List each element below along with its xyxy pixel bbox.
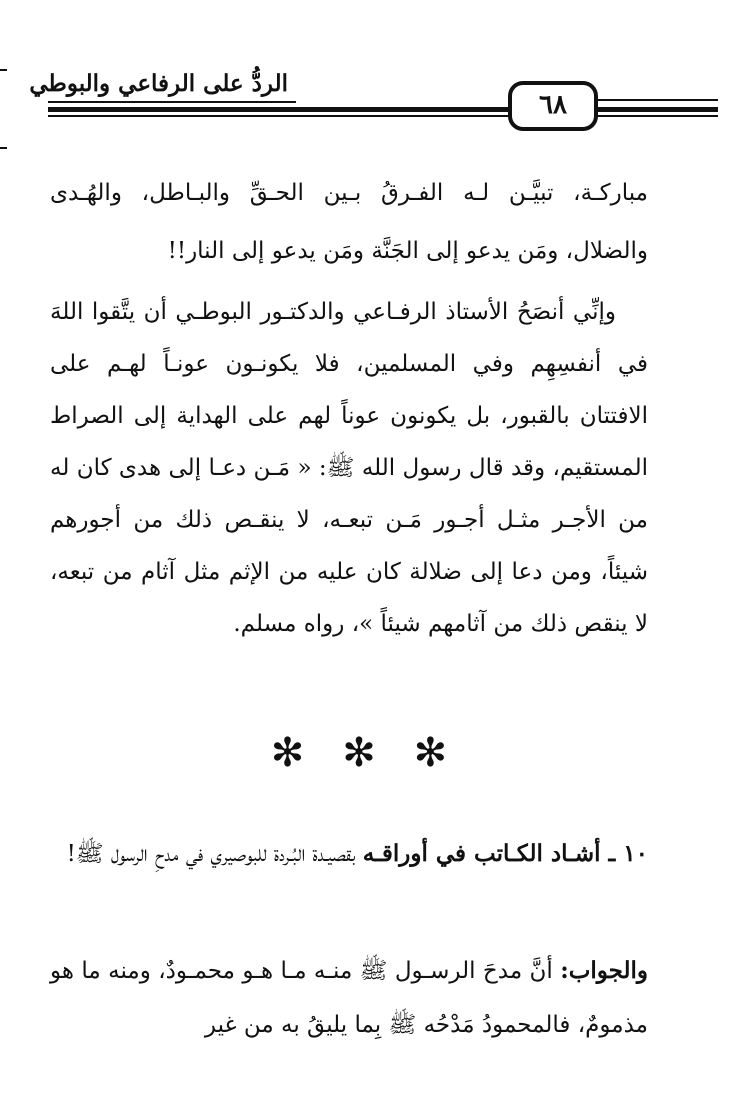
paragraph-2-text: وإنِّي أنصَحُ الأستاذ الرفـاعي والدكتـور البوطـي أن يتَّقوا اللهَ في أنفسِهِم وفي المسلمين، فلا يكونـون عونـاً لهـم على الافتتان بالقبور، بل يكونون عوناً لهم على الهداية إلى الصراط المستقيم، وقد قال رسول الله ﷺ: « مَـن دعـا إلى هدى كان له من الأجـر مثـل أجـور مَـن تبعـه، لا ينقـص ذلك من أجورهم شيئاً، ومن دعا إلى ضلالة كان عليه من الإثم مثل آثام من تبعه، لا ينقص ذلك من آثامهم شيئاً »، رواه مسلم. [50, 299, 648, 637]
margin-tick-top [0, 69, 7, 71]
header-thin-rule [48, 101, 296, 103]
section-separator: ✻ ✻ ✻ [270, 730, 460, 776]
paragraph-1: مباركـة، تبيَّـن لـه الفـرقُ بـين الحـقِّ والبـاطل، والهُـدى والضلال، ومَن يدعو إلى الجَنَّة ومَن يدعو إلى النار!! [50, 180, 648, 264]
question-paragraph [50, 826, 648, 882]
running-header-title: الردُّ على الرفاعي والبوطي [29, 70, 288, 97]
header-under-rule [48, 115, 718, 117]
answer-label: والجواب: [560, 957, 648, 984]
answer-paragraph [50, 944, 648, 1052]
answer-text: أنَّ مدحَ الرسـول ﷺ منـه مـا هـو محمـودٌ، ومنه ما هو مذمومٌ، فالمحمودُ مَدْحُه ﷺ بِما يليقُ به من غير [50, 958, 648, 1038]
question-text: بقصيـدة البُـردة للبوصيري في مدحِ الرسول ﷺ! [66, 841, 363, 867]
margin-tick-bottom [0, 147, 7, 149]
header-right-thin-rule [598, 99, 718, 101]
page-number: ٦٨ [508, 81, 598, 131]
header-thick-rule [48, 107, 718, 112]
question-heading: ١٠ ـ أشـاد الكـاتب في أوراقـه [362, 840, 648, 867]
paragraph-2 [50, 286, 648, 650]
